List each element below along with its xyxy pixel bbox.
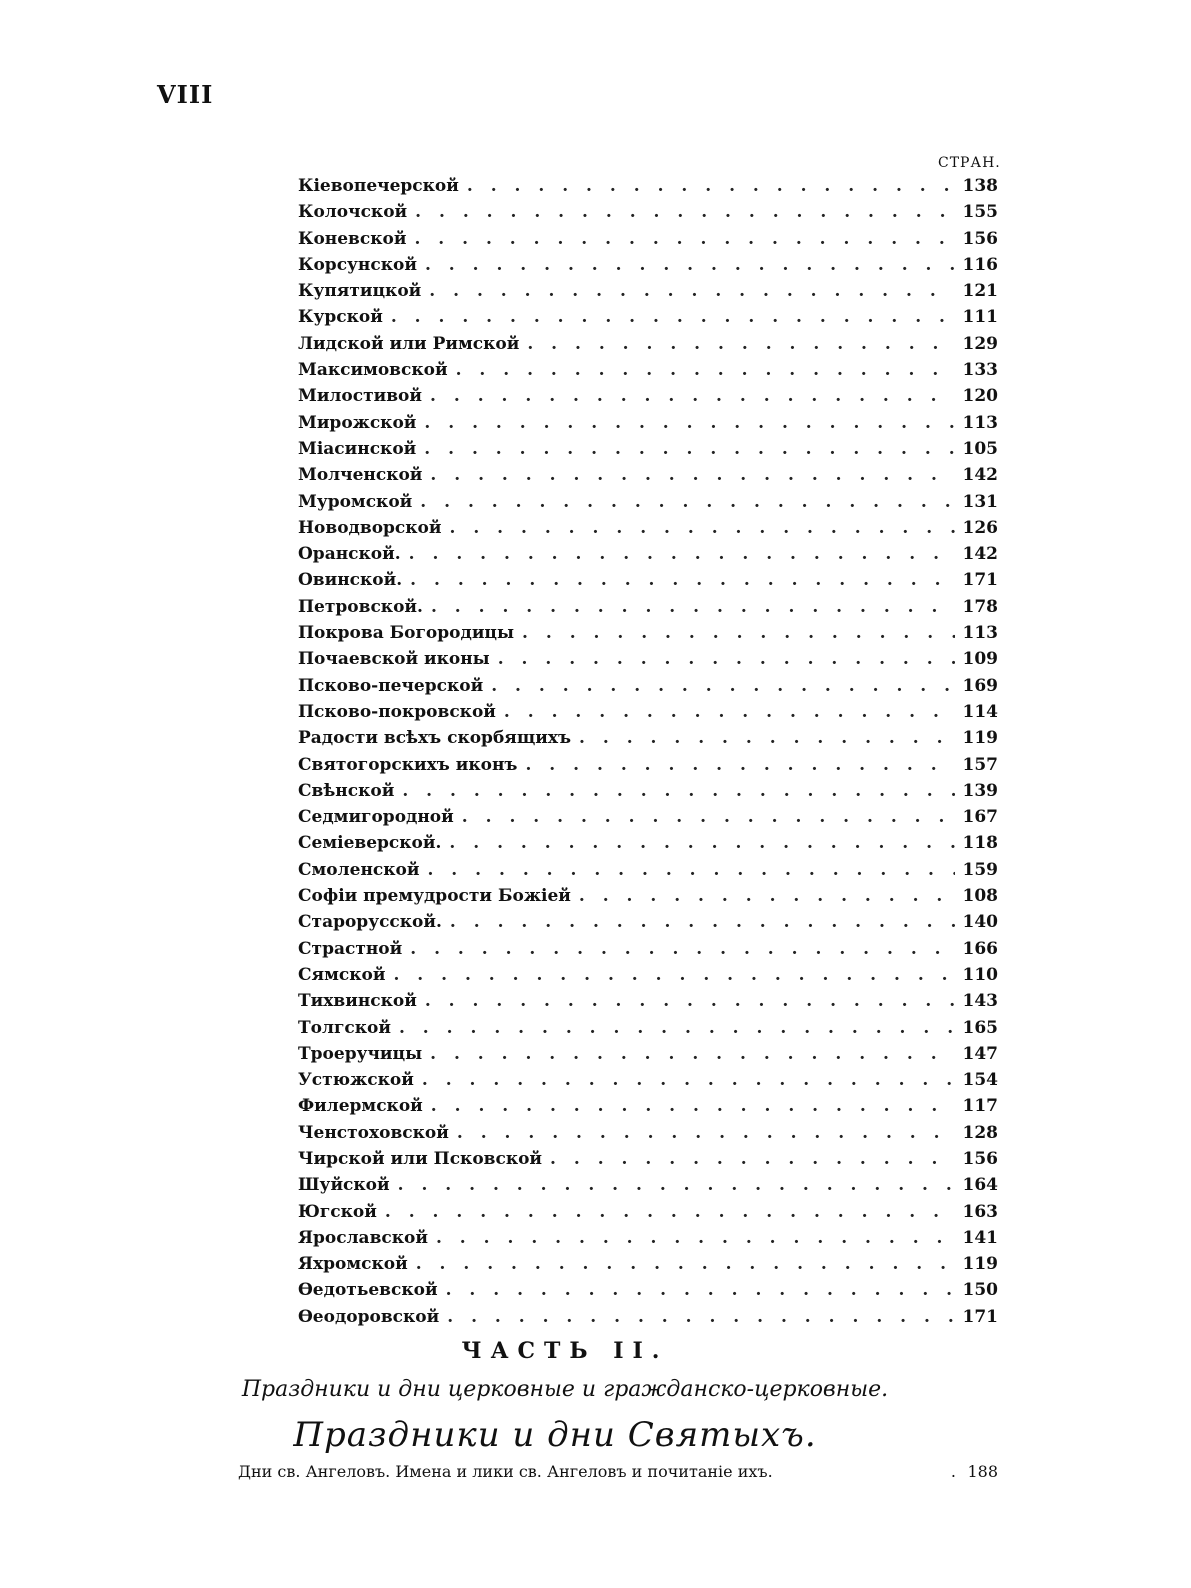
toc-leader-dots: [424, 413, 954, 433]
toc-entry: [298, 781, 998, 807]
toc-leader-dots: [422, 1070, 955, 1090]
toc-entry-label: Филермской: [298, 1096, 423, 1117]
toc-leader-dots: [393, 965, 954, 985]
toc-leader-dots: [420, 492, 954, 512]
toc-entry-label: Максимовской: [298, 360, 448, 381]
toc-leader-dots: [447, 1307, 954, 1327]
toc-entry-label: Муромской: [298, 491, 413, 512]
toc-entry-page: 133: [962, 360, 998, 381]
toc-leader-dots: .: [950, 1462, 956, 1481]
toc-entry-page: 116: [962, 254, 998, 275]
toc-entry-angels: [238, 1462, 998, 1481]
toc-leader-dots: [504, 702, 955, 722]
toc-entry-label: Югской: [298, 1201, 377, 1222]
toc-entry-page: 165: [962, 1017, 998, 1038]
toc-entry-label: Сямской: [298, 964, 386, 985]
toc-entry-page: 163: [962, 1201, 998, 1222]
toc-entry-page: 119: [962, 1254, 998, 1275]
toc-entry: [298, 1044, 998, 1070]
toc-entry-page: 117: [962, 1096, 998, 1117]
toc-entry-label: Святогорскихъ иконъ: [298, 754, 518, 775]
toc-entry: [298, 1096, 998, 1122]
toc-entry-page: 167: [962, 807, 998, 828]
toc-entry: [298, 807, 998, 833]
toc-leader-dots: [498, 649, 955, 669]
toc-entry-label: Оранской.: [298, 544, 401, 565]
toc-entry-label: Овинской.: [298, 570, 403, 591]
toc-entry-label: Почаевской иконы: [298, 649, 490, 670]
toc-leader-dots: [424, 439, 954, 459]
toc-entry: [298, 413, 998, 439]
toc-entry-page: 155: [962, 202, 998, 223]
toc-entry-page: 159: [962, 859, 998, 880]
toc-entry-page: 150: [962, 1280, 998, 1301]
toc-entry: [298, 1280, 998, 1306]
toc-entry-page: 164: [962, 1175, 998, 1196]
toc-leader-dots: [462, 807, 955, 827]
toc-leader-dots: [425, 255, 955, 275]
toc-entry: [298, 360, 998, 386]
toc-leader-dots: [436, 1228, 955, 1248]
toc-entry-page: 156: [962, 228, 998, 249]
toc-entry-label: Купятицкой: [298, 281, 422, 302]
toc-leader-dots: [425, 991, 955, 1011]
toc-entry-page: 121: [962, 281, 998, 302]
toc-entry-page: 118: [962, 833, 998, 854]
toc-entry-label: Петровской.: [298, 596, 423, 617]
toc-entry-page: 140: [962, 912, 998, 933]
toc-entry: [298, 334, 998, 360]
toc-entry-page: 113: [962, 623, 998, 644]
toc-entry-page: 113: [962, 412, 998, 433]
toc-entry: [298, 544, 998, 570]
toc-entry-page: 171: [962, 1306, 998, 1327]
toc-entry: [298, 1307, 998, 1333]
toc-entry: [298, 597, 998, 623]
toc-entry: [298, 281, 998, 307]
toc-entry-page: 156: [962, 1148, 998, 1169]
toc-entry: [298, 1149, 998, 1175]
page-number: VIII: [157, 80, 214, 109]
toc-entry: [298, 570, 998, 596]
toc-entry-label: Покрова Богородицы: [298, 623, 515, 644]
toc-entry: [298, 912, 998, 938]
toc-leader-dots: [410, 570, 954, 590]
toc-entry-label: Страстной: [298, 938, 403, 959]
toc-entry-label: Ѳеодоровской: [298, 1306, 440, 1327]
toc-entry: [298, 307, 998, 333]
toc-leader-dots: [402, 781, 954, 801]
toc-leader-dots: [527, 334, 954, 354]
toc-entry-label: Дни св. Ангеловъ. Имена и лики св. Ангеловъ и почитаніе ихъ.: [238, 1462, 773, 1481]
toc-entry: [298, 676, 998, 702]
toc-leader-dots: [427, 860, 954, 880]
toc-leader-dots: [449, 833, 954, 853]
toc-entry: [298, 649, 998, 675]
toc-entry-label: Лидской или Римской: [298, 333, 520, 354]
toc-entry: [298, 1254, 998, 1280]
table-of-contents: [298, 176, 998, 1333]
toc-entry: [298, 439, 998, 465]
toc-leader-dots: [467, 176, 955, 196]
toc-entry-page: 166: [962, 938, 998, 959]
toc-entry: [298, 1175, 998, 1201]
toc-entry-label: Кіевопечерской: [298, 176, 459, 196]
toc-entry-page: 143: [962, 991, 998, 1012]
toc-entry-page: 119: [962, 728, 998, 749]
toc-entry: [298, 939, 998, 965]
toc-entry-label: Тихвинской: [298, 991, 417, 1012]
toc-entry-label: Старорусской.: [298, 912, 442, 933]
toc-entry-page: 188: [967, 1462, 998, 1481]
toc-leader-dots: [550, 1149, 954, 1169]
toc-leader-dots: [398, 1175, 955, 1195]
toc-entry-label: Молченской: [298, 465, 423, 486]
toc-entry-page: 110: [962, 964, 998, 985]
toc-leader-dots: [579, 728, 954, 748]
toc-entry-page: 120: [962, 386, 998, 407]
toc-leader-dots: [430, 465, 954, 485]
toc-entry-page: 157: [962, 754, 998, 775]
toc-entry: [298, 518, 998, 544]
toc-entry-page: 154: [962, 1070, 998, 1091]
toc-entry-label: Радости всѣхъ скорбящихъ: [298, 728, 572, 749]
toc-entry: [298, 991, 998, 1017]
toc-entry-label: Милостивой: [298, 386, 423, 407]
toc-entry-label: Ярославской: [298, 1227, 428, 1248]
page-column-header: СТРАН.: [938, 155, 1001, 171]
toc-leader-dots: [391, 307, 955, 327]
toc-entry-label: Чирской или Псковской: [298, 1148, 543, 1169]
toc-leader-dots: [525, 755, 954, 775]
section-heading: Праздники и дни Святыхъ.: [293, 1415, 817, 1455]
toc-entry: [298, 833, 998, 859]
toc-entry-label: Шуйской: [298, 1175, 390, 1196]
toc-entry-page: 111: [962, 307, 998, 328]
toc-entry-label: Яхромской: [298, 1254, 408, 1275]
toc-entry-page: 105: [962, 438, 998, 459]
toc-leader-dots: [399, 1018, 955, 1038]
toc-leader-dots: [446, 1280, 955, 1300]
toc-entry: [298, 1123, 998, 1149]
toc-entry: [298, 492, 998, 518]
toc-leader-dots: [414, 229, 954, 249]
toc-entry-label: Колочской: [298, 202, 408, 223]
toc-entry: [298, 1202, 998, 1228]
toc-entry: [298, 623, 998, 649]
toc-entry: [298, 465, 998, 491]
toc-entry-label: Псково-покровской: [298, 701, 496, 722]
toc-entry: [298, 255, 998, 281]
toc-entry-label: Коневской: [298, 228, 407, 249]
toc-leader-dots: [456, 360, 955, 380]
part-title: ЧАСТЬ II.: [461, 1338, 669, 1364]
toc-entry-label: Псково-печерской: [298, 675, 484, 696]
toc-entry-page: 142: [962, 544, 998, 565]
toc-entry-page: 171: [962, 570, 998, 591]
toc-entry-page: 129: [962, 333, 998, 354]
toc-entry: [298, 176, 998, 202]
toc-entry-page: 131: [962, 491, 998, 512]
toc-entry-label: Троеручицы: [298, 1043, 423, 1064]
toc-entry-label: Смоленской: [298, 859, 420, 880]
toc-entry-label: Корсунской: [298, 254, 417, 275]
toc-entry: [298, 1070, 998, 1096]
toc-entry: [298, 886, 998, 912]
toc-leader-dots: [410, 939, 954, 959]
toc-leader-dots: [431, 1096, 955, 1116]
toc-leader-dots: [416, 1254, 955, 1274]
toc-entry-page: 109: [962, 649, 998, 670]
toc-entry-label: Новодворской: [298, 517, 442, 538]
toc-leader-dots: [430, 1044, 954, 1064]
toc-leader-dots: [491, 676, 954, 696]
toc-entry-label: Софіи премудрости Божіей: [298, 886, 571, 907]
toc-entry: [298, 1228, 998, 1254]
toc-leader-dots: [430, 386, 954, 406]
toc-entry: [298, 1018, 998, 1044]
toc-entry-label: Седмигородной: [298, 807, 454, 828]
toc-leader-dots: [450, 912, 955, 932]
toc-entry-label: Курской: [298, 307, 383, 328]
toc-entry-label: Свѣнской: [298, 780, 395, 801]
toc-entry: [298, 860, 998, 886]
toc-entry: [298, 755, 998, 781]
toc-entry-page: 139: [962, 780, 998, 801]
toc-entry-page: 126: [962, 517, 998, 538]
toc-entry: [298, 965, 998, 991]
toc-entry-page: 141: [962, 1227, 998, 1248]
toc-entry-label: Мирожской: [298, 412, 417, 433]
toc-entry-page: 114: [962, 701, 998, 722]
toc-entry-page: 138: [962, 176, 998, 196]
toc-entry-page: 108: [962, 886, 998, 907]
toc-leader-dots: [579, 886, 955, 906]
toc-leader-dots: [450, 518, 955, 538]
toc-leader-dots: [415, 202, 954, 222]
toc-leader-dots: [457, 1123, 955, 1143]
toc-entry-label: Міасинской: [298, 438, 417, 459]
toc-entry: [298, 386, 998, 412]
toc-leader-dots: [431, 597, 955, 617]
toc-entry-label: Толгской: [298, 1017, 391, 1038]
part-subtitle: Праздники и дни церковные и гражданско-церковные.: [241, 1377, 889, 1402]
toc-entry-page: 128: [962, 1122, 998, 1143]
toc-leader-dots: [522, 623, 954, 643]
toc-entry-page: 178: [962, 596, 998, 617]
toc-entry-label: Устюжской: [298, 1070, 414, 1091]
toc-entry: [298, 202, 998, 228]
toc-entry-page: 169: [962, 675, 998, 696]
toc-entry: [298, 728, 998, 754]
toc-entry-page: 147: [962, 1043, 998, 1064]
toc-entry: [298, 702, 998, 728]
toc-leader-dots: [409, 544, 955, 564]
toc-leader-dots: [385, 1202, 955, 1222]
toc-entry-label: Семіеверской.: [298, 833, 442, 854]
toc-leader-dots: [429, 281, 954, 301]
toc-entry: [298, 229, 998, 255]
toc-entry-label: Ченстоховской: [298, 1122, 449, 1143]
toc-entry-page: 142: [962, 465, 998, 486]
toc-entry-label: Ѳедотьевской: [298, 1280, 438, 1301]
